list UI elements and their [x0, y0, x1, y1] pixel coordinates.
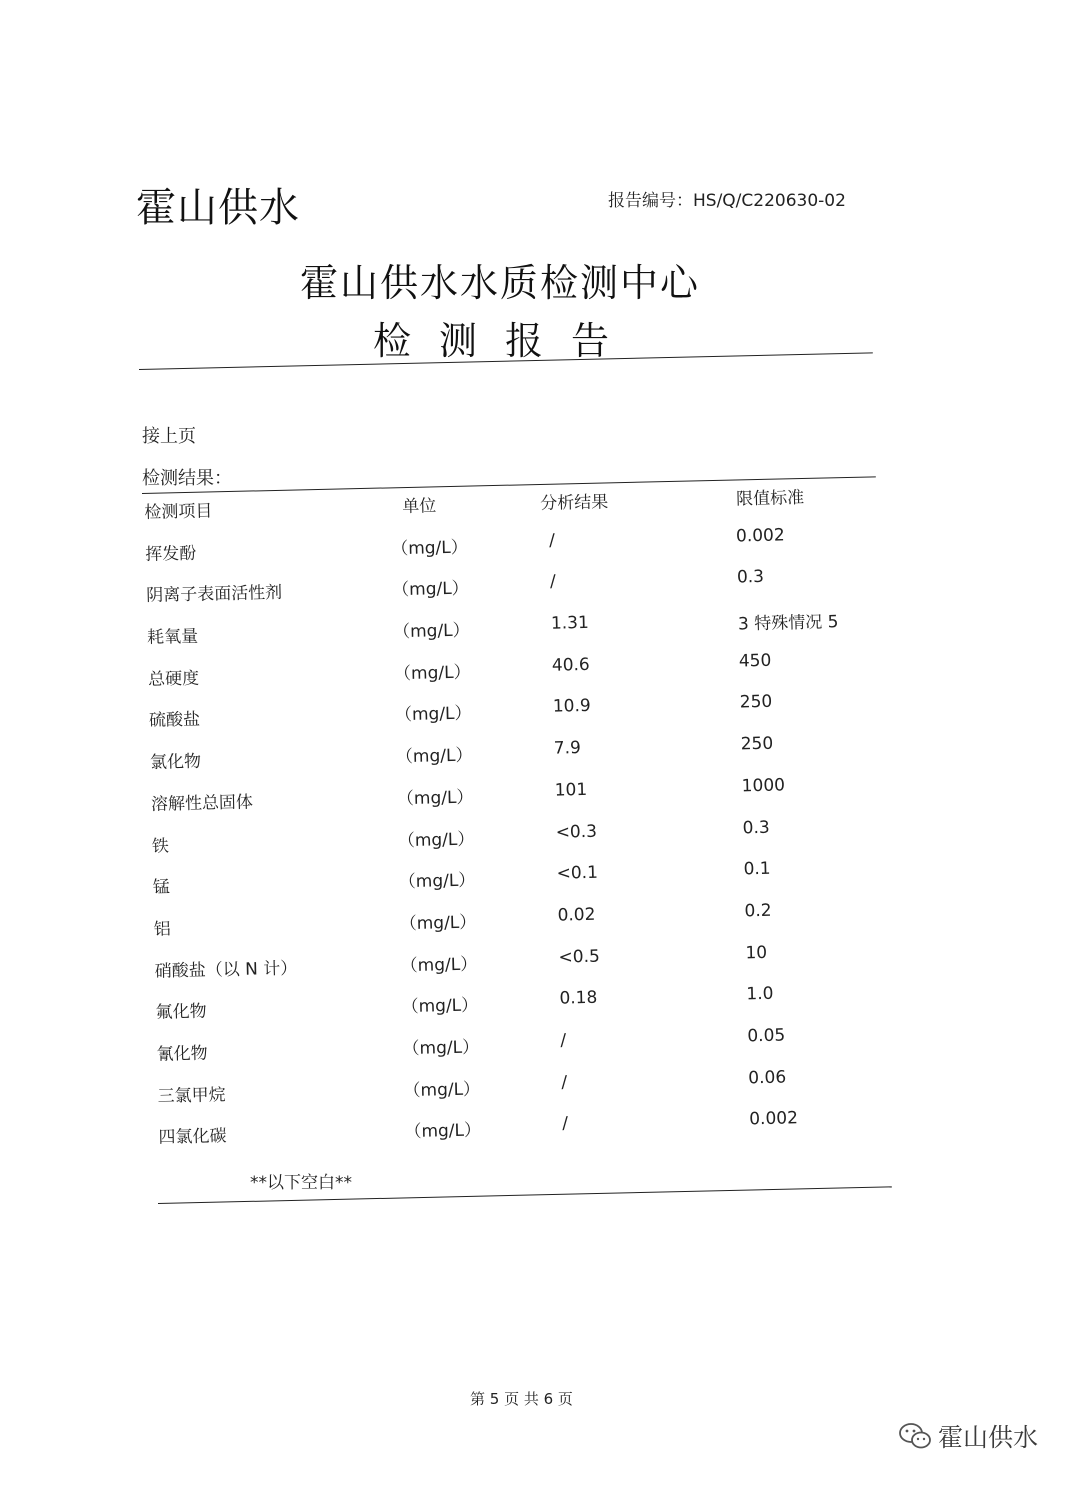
cell-item: 溶解性总固体 — [150, 792, 254, 815]
column-header-item: 检测项目 — [144, 501, 213, 523]
cell-result: <0.1 — [556, 862, 599, 884]
cell-unit: （mg/L） — [397, 829, 475, 851]
cell-item: 氟化物 — [155, 1001, 207, 1024]
column-header-unit: 单位 — [402, 496, 437, 518]
cell-unit: （mg/L） — [392, 620, 470, 643]
cell-limit: 0.3 — [742, 817, 770, 838]
cell-result: 40.6 — [551, 654, 590, 676]
column-header-result: 分析结果 — [540, 492, 609, 514]
cell-result: / — [548, 530, 556, 551]
cell-unit: （mg/L） — [394, 703, 472, 726]
cell-item: 硫酸盐 — [148, 710, 201, 732]
cell-result: 1.31 — [550, 612, 590, 634]
wechat-icon — [898, 1421, 932, 1451]
cell-result: <0.3 — [555, 821, 598, 843]
cell-limit: 3 特殊情况 5 — [737, 612, 839, 635]
cell-limit: 0.05 — [747, 1025, 786, 1047]
cell-unit: （mg/L） — [391, 578, 469, 601]
report-number: 报告编号：HS/Q/C220630-02 — [608, 191, 846, 211]
cell-unit: （mg/L） — [390, 537, 468, 559]
cell-unit: （mg/L） — [395, 745, 473, 768]
cell-item: 三氯甲烷 — [157, 1084, 226, 1107]
cell-item: 铝 — [153, 919, 172, 940]
cell-limit: 250 — [740, 733, 774, 755]
column-header-limit: 限值标准 — [735, 487, 805, 510]
cell-limit: 0.06 — [748, 1067, 787, 1088]
cell-unit: （mg/L） — [393, 662, 471, 685]
cell-limit: 0.2 — [744, 900, 772, 922]
cell-unit: （mg/L） — [404, 1120, 482, 1143]
cell-limit: 10 — [745, 942, 768, 963]
cell-limit: 1.0 — [746, 984, 774, 1005]
cell-result: / — [549, 571, 556, 593]
page-number: 第 5 页 共 6 页 — [470, 1390, 573, 1408]
cell-item: 锰 — [152, 877, 171, 898]
cell-item: 铁 — [151, 835, 170, 857]
cell-unit: （mg/L） — [398, 870, 476, 893]
cell-result: 101 — [554, 779, 588, 801]
cell-item: 耗氧量 — [146, 626, 199, 648]
continued-label: 接上页 — [142, 426, 196, 447]
report-title: 检测报告 — [372, 319, 637, 363]
cell-item: 氰化物 — [156, 1043, 208, 1065]
cell-limit: 450 — [738, 650, 772, 672]
brand-name: 霍山供水 — [136, 185, 300, 231]
cell-result: 7.9 — [553, 738, 582, 759]
cell-result: 0.18 — [559, 988, 598, 1009]
cell-result: <0.5 — [558, 946, 601, 968]
watermark-text: 霍山供水 — [938, 1423, 1039, 1452]
cell-unit: （mg/L） — [396, 787, 474, 810]
cell-item: 硝酸盐（以 N 计） — [154, 958, 298, 982]
cell-result: / — [561, 1072, 568, 1093]
watermark — [898, 1418, 1038, 1454]
cell-unit: （mg/L） — [399, 912, 477, 935]
cell-result: 10.9 — [552, 696, 591, 718]
cell-item: 总硬度 — [147, 668, 200, 690]
results-label: 检测结果： — [142, 468, 232, 489]
cell-unit: （mg/L） — [400, 954, 478, 976]
cell-result: / — [562, 1113, 569, 1134]
center-title: 霍山供水水质检测中心 — [299, 261, 700, 305]
results-table — [140, 481, 915, 1165]
cell-limit: 0.002 — [735, 525, 785, 547]
cell-item: 挥发酚 — [145, 543, 197, 565]
cell-item: 四氯化碳 — [158, 1126, 227, 1149]
cell-unit: （mg/L） — [401, 995, 479, 1018]
cell-result: / — [560, 1030, 567, 1051]
cell-item: 氯化物 — [149, 751, 202, 773]
table-body — [141, 522, 915, 1164]
cell-limit: 250 — [739, 692, 773, 713]
cell-result: 0.02 — [557, 904, 596, 926]
cell-item: 阴离子表面活性剂 — [146, 583, 283, 607]
cell-limit: 1000 — [741, 775, 786, 797]
end-of-table-mark: **以下空白** — [250, 1173, 352, 1193]
cell-limit: 0.1 — [743, 858, 771, 880]
cell-limit: 0.002 — [749, 1108, 799, 1130]
cell-unit: （mg/L） — [402, 1037, 480, 1060]
cell-limit: 0.3 — [736, 567, 765, 588]
cell-unit: （mg/L） — [403, 1079, 481, 1101]
